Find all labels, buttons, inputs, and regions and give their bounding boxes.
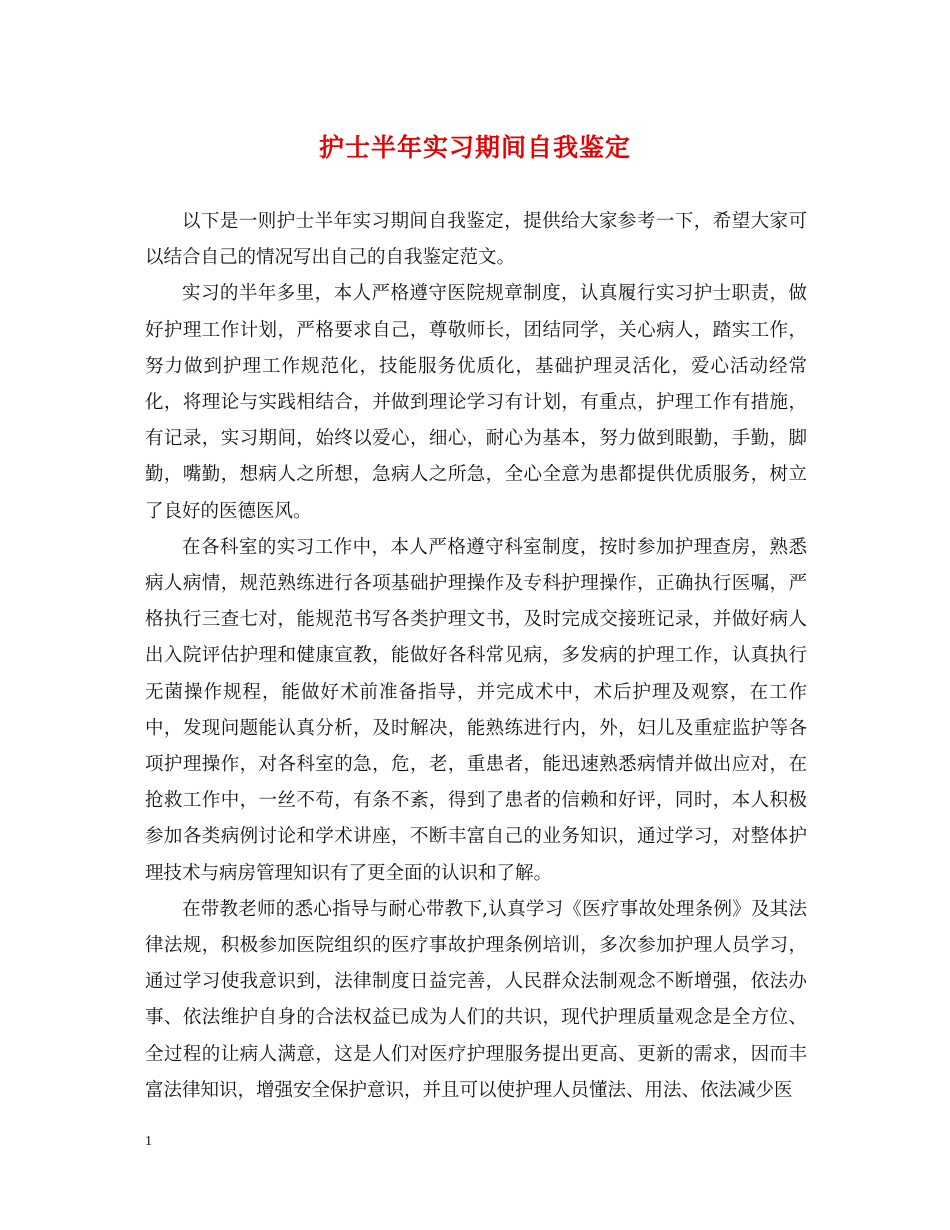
paragraph-department-work: 在各科室的实习工作中，本人严格遵守科室制度，按时参加护理查房，熟悉病人病情，规范熟练进行各项基础护理操作及专科护理操作，正确执行医嘱，严格执行三查七对，能规范书写各类护理文书，及时完成交接班记录，并做好病人出入院评估护理和健康宣教，能做好各科常见病，多发病的护理工作，认真执行无菌操作规程，能做好术前准备指导，并完成术中，术后护理及观察，在工作中，发现问题能认真分析，及时解决，能熟练进行内，外，妇儿及重症监护等各项护理操作，对各科室的急，危，老，重患者，能迅速熟悉病情并做出应对，在抢救工作中，一丝不苟，有条不紊，得到了患者的信赖和好评，同时，本人积极参加各类病例讨论和学术讲座，不断丰富自己的业务知识，通过学习，对整体护理技术与病房管理知识有了更全面的认识和了解。 [145,536,807,884]
page-number: 1 [145,1134,152,1149]
paragraph-legal-study: 在带教老师的悉心指导与耐心带教下,认真学习《医疗事故处理条例》及其法律法规，积极参加医院组织的医疗事故护理条例培训，多次参加护理人员学习，通过学习使我意识到，法律制度日益完善，人民群众法制观念不断增强，依法办事、依法维护自身的合法权益已成为人们的共识，现代护理质量观念是全方位、全过程的让病人满意，这是人们对医疗护理服务提出更高、更新的需求，因而丰富法律知识，增强安全保护意识，并且可以使护理人员懂法、用法、依法减少医 [145,898,807,1101]
paragraph-conduct: 实习的半年多里，本人严格遵守医院规章制度，认真履行实习护士职责，做好护理工作计划，严格要求自己，尊敬师长，团结同学，关心病人，踏实工作，努力做到护理工作规范化，技能服务优质化，基础护理灵活化，爱心活动经常化，将理论与实践相结合，并做到理论学习有计划，有重点，护理工作有措施，有记录，实习期间，始终以爱心，细心，耐心为基本，努力做到眼勤，手勤，脚勤，嘴勤，想病人之所想，急病人之所急，全心全意为患都提供优质服务，树立了良好的医德医风。 [145,283,807,522]
paragraph-intro: 以下是一则护士半年实习期间自我鉴定，提供给大家参考一下，希望大家可以结合自己的情况写出自己的自我鉴定范文。 [145,211,807,269]
document-body [145,204,807,1109]
document-title: 护士半年实习期间自我鉴定 [318,133,631,162]
